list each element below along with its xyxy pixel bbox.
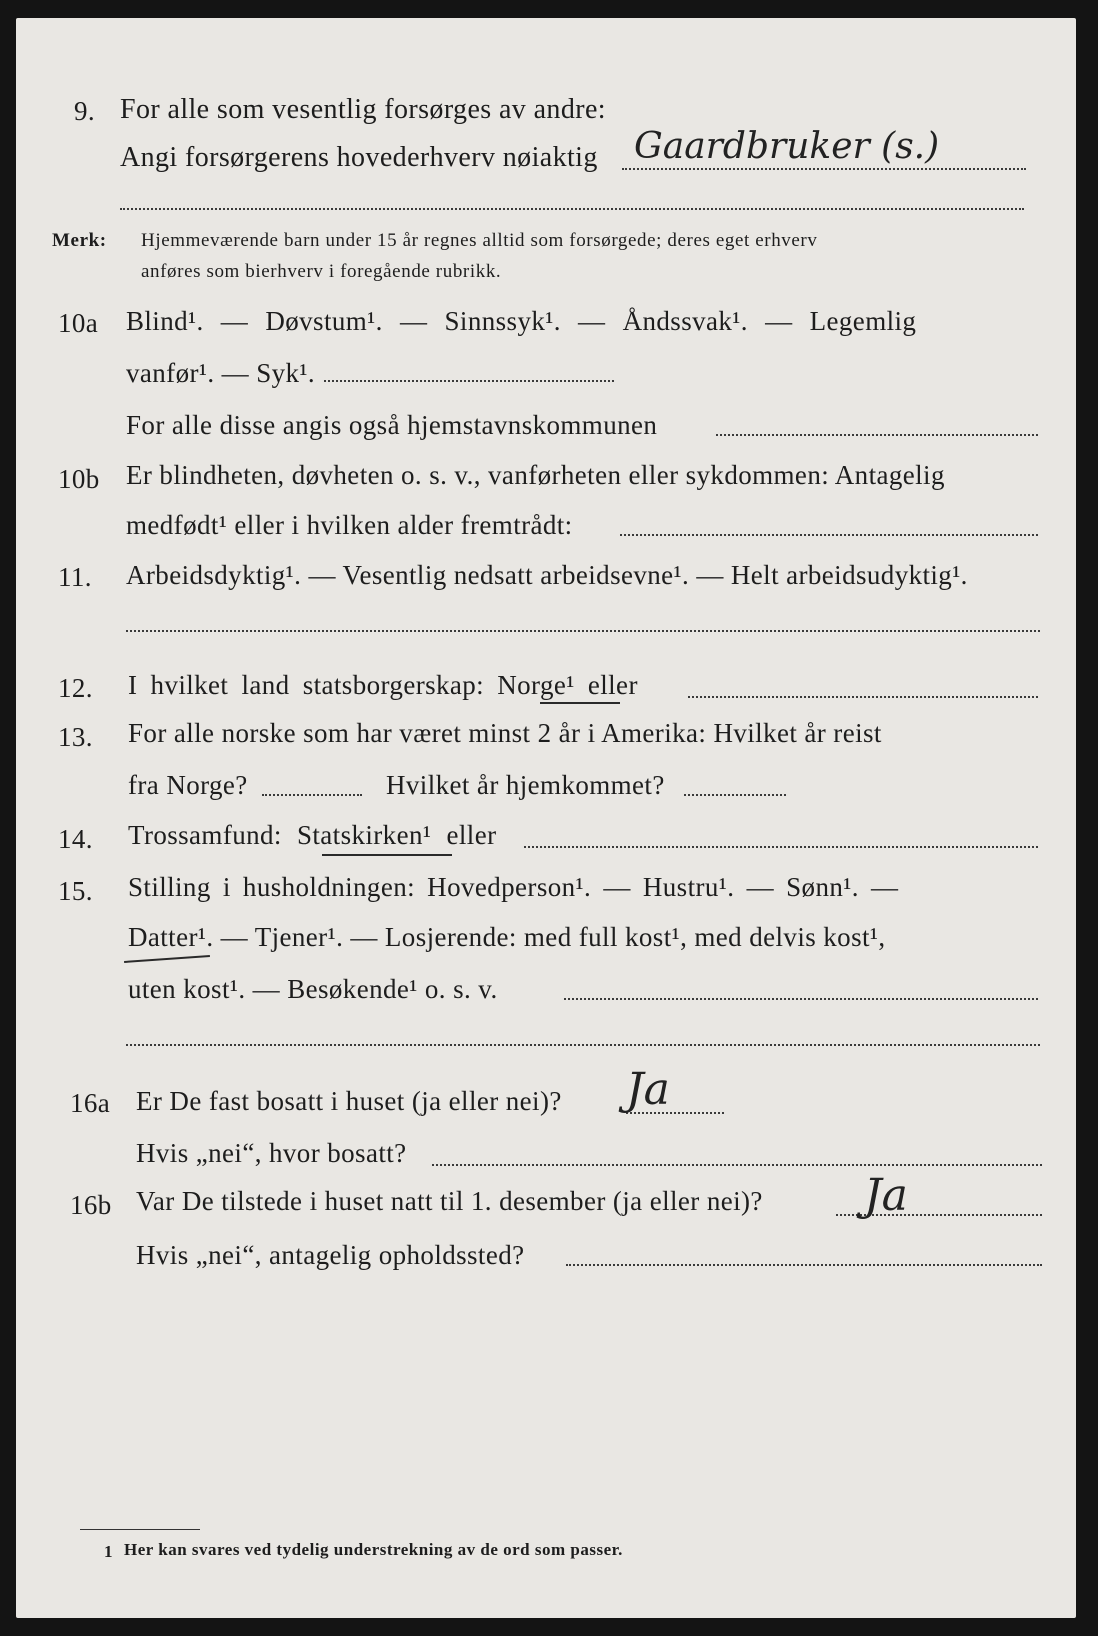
q12-number: 12. [58, 673, 93, 703]
q13-text-line2b: Hvilket år hjemkommet? [386, 770, 665, 800]
q16b-text-line1: Var De tilstede i huset natt til 1. desember (ja eller nei)? [136, 1186, 763, 1216]
q15-answer-line [564, 998, 1038, 1000]
q12-answer-line [688, 696, 1038, 698]
q10a-text-line1: Blind¹. — Døvstum¹. — Sinnssyk¹. — Åndssvak¹. — Legemlig [126, 306, 917, 336]
q11-answer-line [126, 630, 1040, 632]
q9-number: 9. [74, 96, 96, 126]
q16b-opholdssted-line [566, 1264, 1042, 1266]
q9-handwritten-answer: Gaardbruker (s.) [634, 126, 940, 167]
q9-extra-line [120, 208, 1024, 210]
q11-number: 11. [58, 562, 92, 592]
q10b-text-line1: Er blindheten, døvheten o. s. v., vanførheten eller sykdommen: Antagelig [126, 460, 945, 490]
merk-label: Merk: [52, 230, 107, 251]
q14-number: 14. [58, 824, 93, 854]
q13-reist-line [262, 794, 362, 796]
merk-text-line2: anføres som bierhverv i foregående rubrikk. [141, 261, 502, 282]
q10a-number: 10a [58, 308, 99, 338]
q10b-answer-line [620, 534, 1038, 536]
q16b-text-line2: Hvis „nei“, antagelig opholdssted? [136, 1240, 525, 1270]
q9-answer-line [622, 168, 1026, 170]
q15-number: 15. [58, 876, 93, 906]
q13-number: 13. [58, 722, 93, 752]
q13-hjemkommet-line [684, 794, 786, 796]
q15-text-line1: Stilling i husholdningen: Hovedperson¹. — Hustru¹. — Sønn¹. — [128, 872, 899, 902]
q16a-number: 16a [70, 1088, 111, 1118]
q9-text-line2: Angi forsørgerens hovederhverv nøiaktig [120, 142, 598, 173]
q15-text-line3: uten kost¹. — Besøkende¹ o. s. v. [128, 974, 498, 1004]
q11-text-line1: Arbeidsdyktig¹. — Vesentlig nedsatt arbeidsevne¹. — Helt arbeidsudyktig¹. [126, 560, 968, 590]
q10a-answer-line [324, 380, 614, 382]
q14-statskirken-underline [322, 854, 452, 856]
q13-text-line1: For alle norske som har været minst 2 år i Amerika: Hvilket år reist [128, 718, 882, 748]
census-form-page [16, 18, 1076, 1618]
q10b-number: 10b [58, 464, 100, 494]
q9-text-line1: For alle som vesentlig forsørges av andre: [120, 94, 606, 125]
q14-answer-line [524, 846, 1038, 848]
q16b-handwritten-answer: Ja [864, 1170, 908, 1221]
footnote-mark: 1 [104, 1542, 113, 1561]
q16a-handwritten-answer: Ja [626, 1064, 670, 1115]
q10a-text-line3: For alle disse angis også hjemstavnskommunen [126, 410, 658, 440]
q16a-text-line2: Hvis „nei“, hvor bosatt? [136, 1138, 407, 1168]
q12-norge-underline [540, 702, 620, 704]
q15-extra-line [126, 1044, 1040, 1046]
q16a-bosatt-line [432, 1164, 1042, 1166]
q15-datter-underline [124, 955, 210, 963]
q16a-text-line1: Er De fast bosatt i huset (ja eller nei)? [136, 1086, 562, 1116]
merk-text-line1: Hjemmeværende barn under 15 år regnes alltid som forsørgede; deres eget erhverv [141, 230, 818, 251]
q13-text-line2a: fra Norge? [128, 770, 248, 800]
q14-text-line1: Trossamfund: Statskirken¹ eller [128, 820, 497, 850]
footnote-rule [80, 1529, 200, 1530]
q15-text-line2: Datter¹. — Tjener¹. — Losjerende: med full kost¹, med delvis kost¹, [128, 922, 886, 952]
q10b-text-line2: medfødt¹ eller i hvilken alder fremtrådt: [126, 510, 573, 540]
q10a-text-line2: vanfør¹. — Syk¹. [126, 358, 316, 388]
q16b-number: 16b [70, 1190, 112, 1220]
q10a-hjemstavn-line [716, 434, 1038, 436]
footnote-text: Her kan svares ved tydelig understrekning av de ord som passer. [124, 1540, 623, 1559]
q12-text-line1: I hvilket land statsborgerskap: Norge¹ eller [128, 670, 638, 700]
